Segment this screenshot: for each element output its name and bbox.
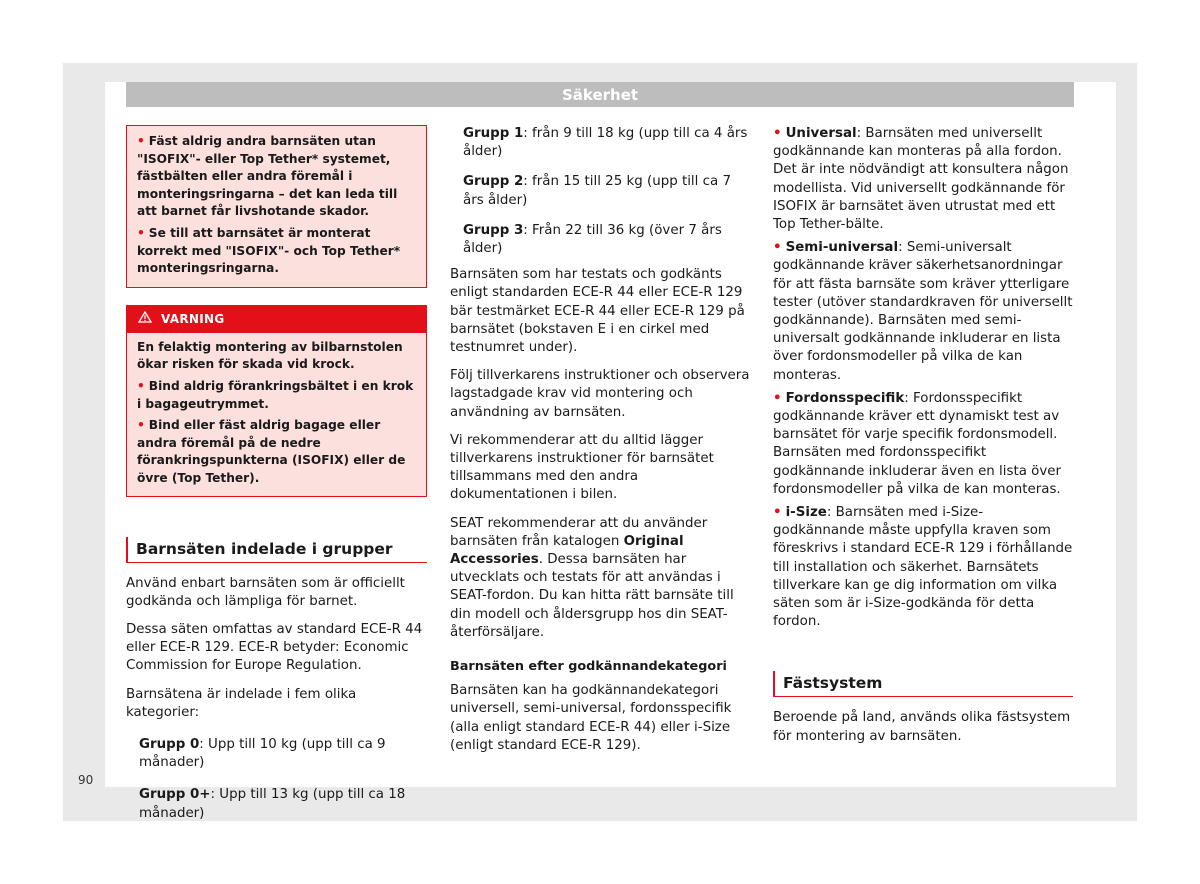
column-1 xyxy=(126,125,427,833)
warning-triangle-icon xyxy=(138,311,152,327)
group-item: Grupp 3: Från 22 till 36 kg (över 7 års ålder) xyxy=(463,222,722,257)
bullet-icon: • xyxy=(773,390,782,406)
warning-item: • Bind aldrig förankringsbältet i en krok i bagageutrymmet. xyxy=(137,378,414,411)
group-item: Grupp 2: från 15 till 25 kg (upp till ca 7 års ålder) xyxy=(463,174,731,208)
body-paragraph: Barnsäten kan ha godkännandekategori universell, semi-universal, fordonsspecifik (alla enligt standard ECE-R 44) eller i-Size (enligt standard ECE-R 129). xyxy=(450,683,732,753)
warning-body xyxy=(127,333,426,496)
section-heading: Barnsäten indelade i grupper xyxy=(126,537,427,563)
bullet-icon: • xyxy=(137,225,145,240)
category-item: • Universal: Barnsäten med universellt godkännande kan monteras på alla fordon. Det är inte nödvändigt att konsultera någon modellista. Vid universellt godkännande för ISOFIX är barnsätet även utrustat med ett Top Tether-bälte. xyxy=(773,126,1069,233)
body-paragraph: Barnsätena är indelade i fem olika kategorier: xyxy=(126,686,357,720)
warning-intro: En felaktig montering av bilbarnstolen ökar risken för skada vid krock. xyxy=(137,339,403,372)
header-title: Säkerhet xyxy=(561,85,639,104)
section-header-bar xyxy=(126,82,1074,107)
group-item: Grupp 0: Upp till 10 kg (upp till ca 9 månader) xyxy=(139,736,386,771)
warning-box xyxy=(126,305,427,497)
category-item: • Semi-universal: Semi-universalt godkännande kräver säkerhetsanordningar för att fästa barnsäte som kräver ytterligare tester (utöver standardkraven för universellt godkännande). Barnsäten med semi-universalt godkännande inkluderar en lista över fordonsmodeller på vilka de kan monteras. xyxy=(773,240,1073,383)
body-paragraph: Dessa säten omfattas av standard ECE-R 44 eller ECE-R 129. ECE-R betyder: Economic Commission for Europe Regulation. xyxy=(126,621,423,674)
notice-item: • Se till att barnsätet är monterat korrekt med "ISOFIX"- och Top Tether* monteringsringarna. xyxy=(137,225,401,276)
body-paragraph: Vi rekommenderar att du alltid lägger tillverkarens instruktioner för barnsätet tillsammans med den andra dokumentationen i bilen. xyxy=(450,432,714,503)
column-3 xyxy=(773,125,1073,756)
bullet-icon: • xyxy=(137,134,145,148)
notice-box xyxy=(126,125,427,288)
body-paragraph: SEAT rekommenderar att du använder barnsäten från katalogen Original Accessories. Dessa barnsäten har utvecklats och testats för att användas i SEAT-fordon. Du kan hitta rätt barnsäte till din modell och åldersgrupp hos din SEAT-återförsäljare. xyxy=(450,515,734,640)
bullet-icon: • xyxy=(773,505,782,521)
bullet-icon: • xyxy=(137,418,145,433)
bullet-icon: • xyxy=(137,378,145,393)
page-number: 90 xyxy=(78,773,94,787)
bullet-icon: • xyxy=(773,240,782,256)
body-paragraph: Beroende på land, används olika fästsystem för montering av barnsäten. xyxy=(773,710,1071,744)
group-item: Grupp 0+: Upp till 13 kg (upp till ca 18 månader) xyxy=(139,787,406,821)
bullet-icon: • xyxy=(773,126,782,141)
warning-label: VARNING xyxy=(161,312,225,327)
body-paragraph: Följ tillverkarens instruktioner och observera lagstadgade krav vid montering och användning av barnsäten. xyxy=(450,368,750,420)
notice-item: • Fäst aldrig andra barnsäten utan "ISOFIX"- eller Top Tether* systemet, fästbälten eller andra föremål i monteringsringarna – det kan leda till att barnet får livshotande skador. xyxy=(137,134,398,219)
body-paragraph: Använd enbart barnsäten som är officiellt godkända och lämpliga för barnet. xyxy=(126,575,405,609)
warning-header xyxy=(127,306,426,333)
warning-item: • Bind eller fäst aldrig bagage eller andra föremål på de nedre förankringspunkterna (ISOFIX) eller de övre (Top Tether). xyxy=(137,418,406,485)
group-item: Grupp 1: från 9 till 18 kg (upp till ca 4 års ålder) xyxy=(463,126,748,160)
category-item: • Fordonsspecifik: Fordonsspecifikt godkännande kräver ett dynamiskt test av barnsätet för varje specifik fordonsmodell. Barnsäten med fordonsspecifikt godkännande inkluderar även en lista över fordonsmodeller på vilka de kan monteras. xyxy=(773,390,1062,497)
sub-heading: Barnsäten efter godkännandekategori xyxy=(450,659,727,675)
column-2 xyxy=(450,125,750,765)
section-heading: Fästsystem xyxy=(773,671,1073,697)
body-paragraph: Barnsäten som har testats och godkänts enligt standarden ECE-R 44 eller ECE-R 129 bär testmärket ECE-R 44 eller ECE-R 129 på barnsätet (bokstaven E i en cirkel med testnumret under). xyxy=(450,267,745,356)
category-item: • i-Size: Barnsäten med i-Size-godkännande måste uppfylla kraven som föreskrivs i standard ECE-R 129 i förhållande till installation och säkerhet. Barnsätets tillverkare kan ge dig information om vilka säten som är i-Size-godkända för detta fordon. xyxy=(773,505,1073,630)
